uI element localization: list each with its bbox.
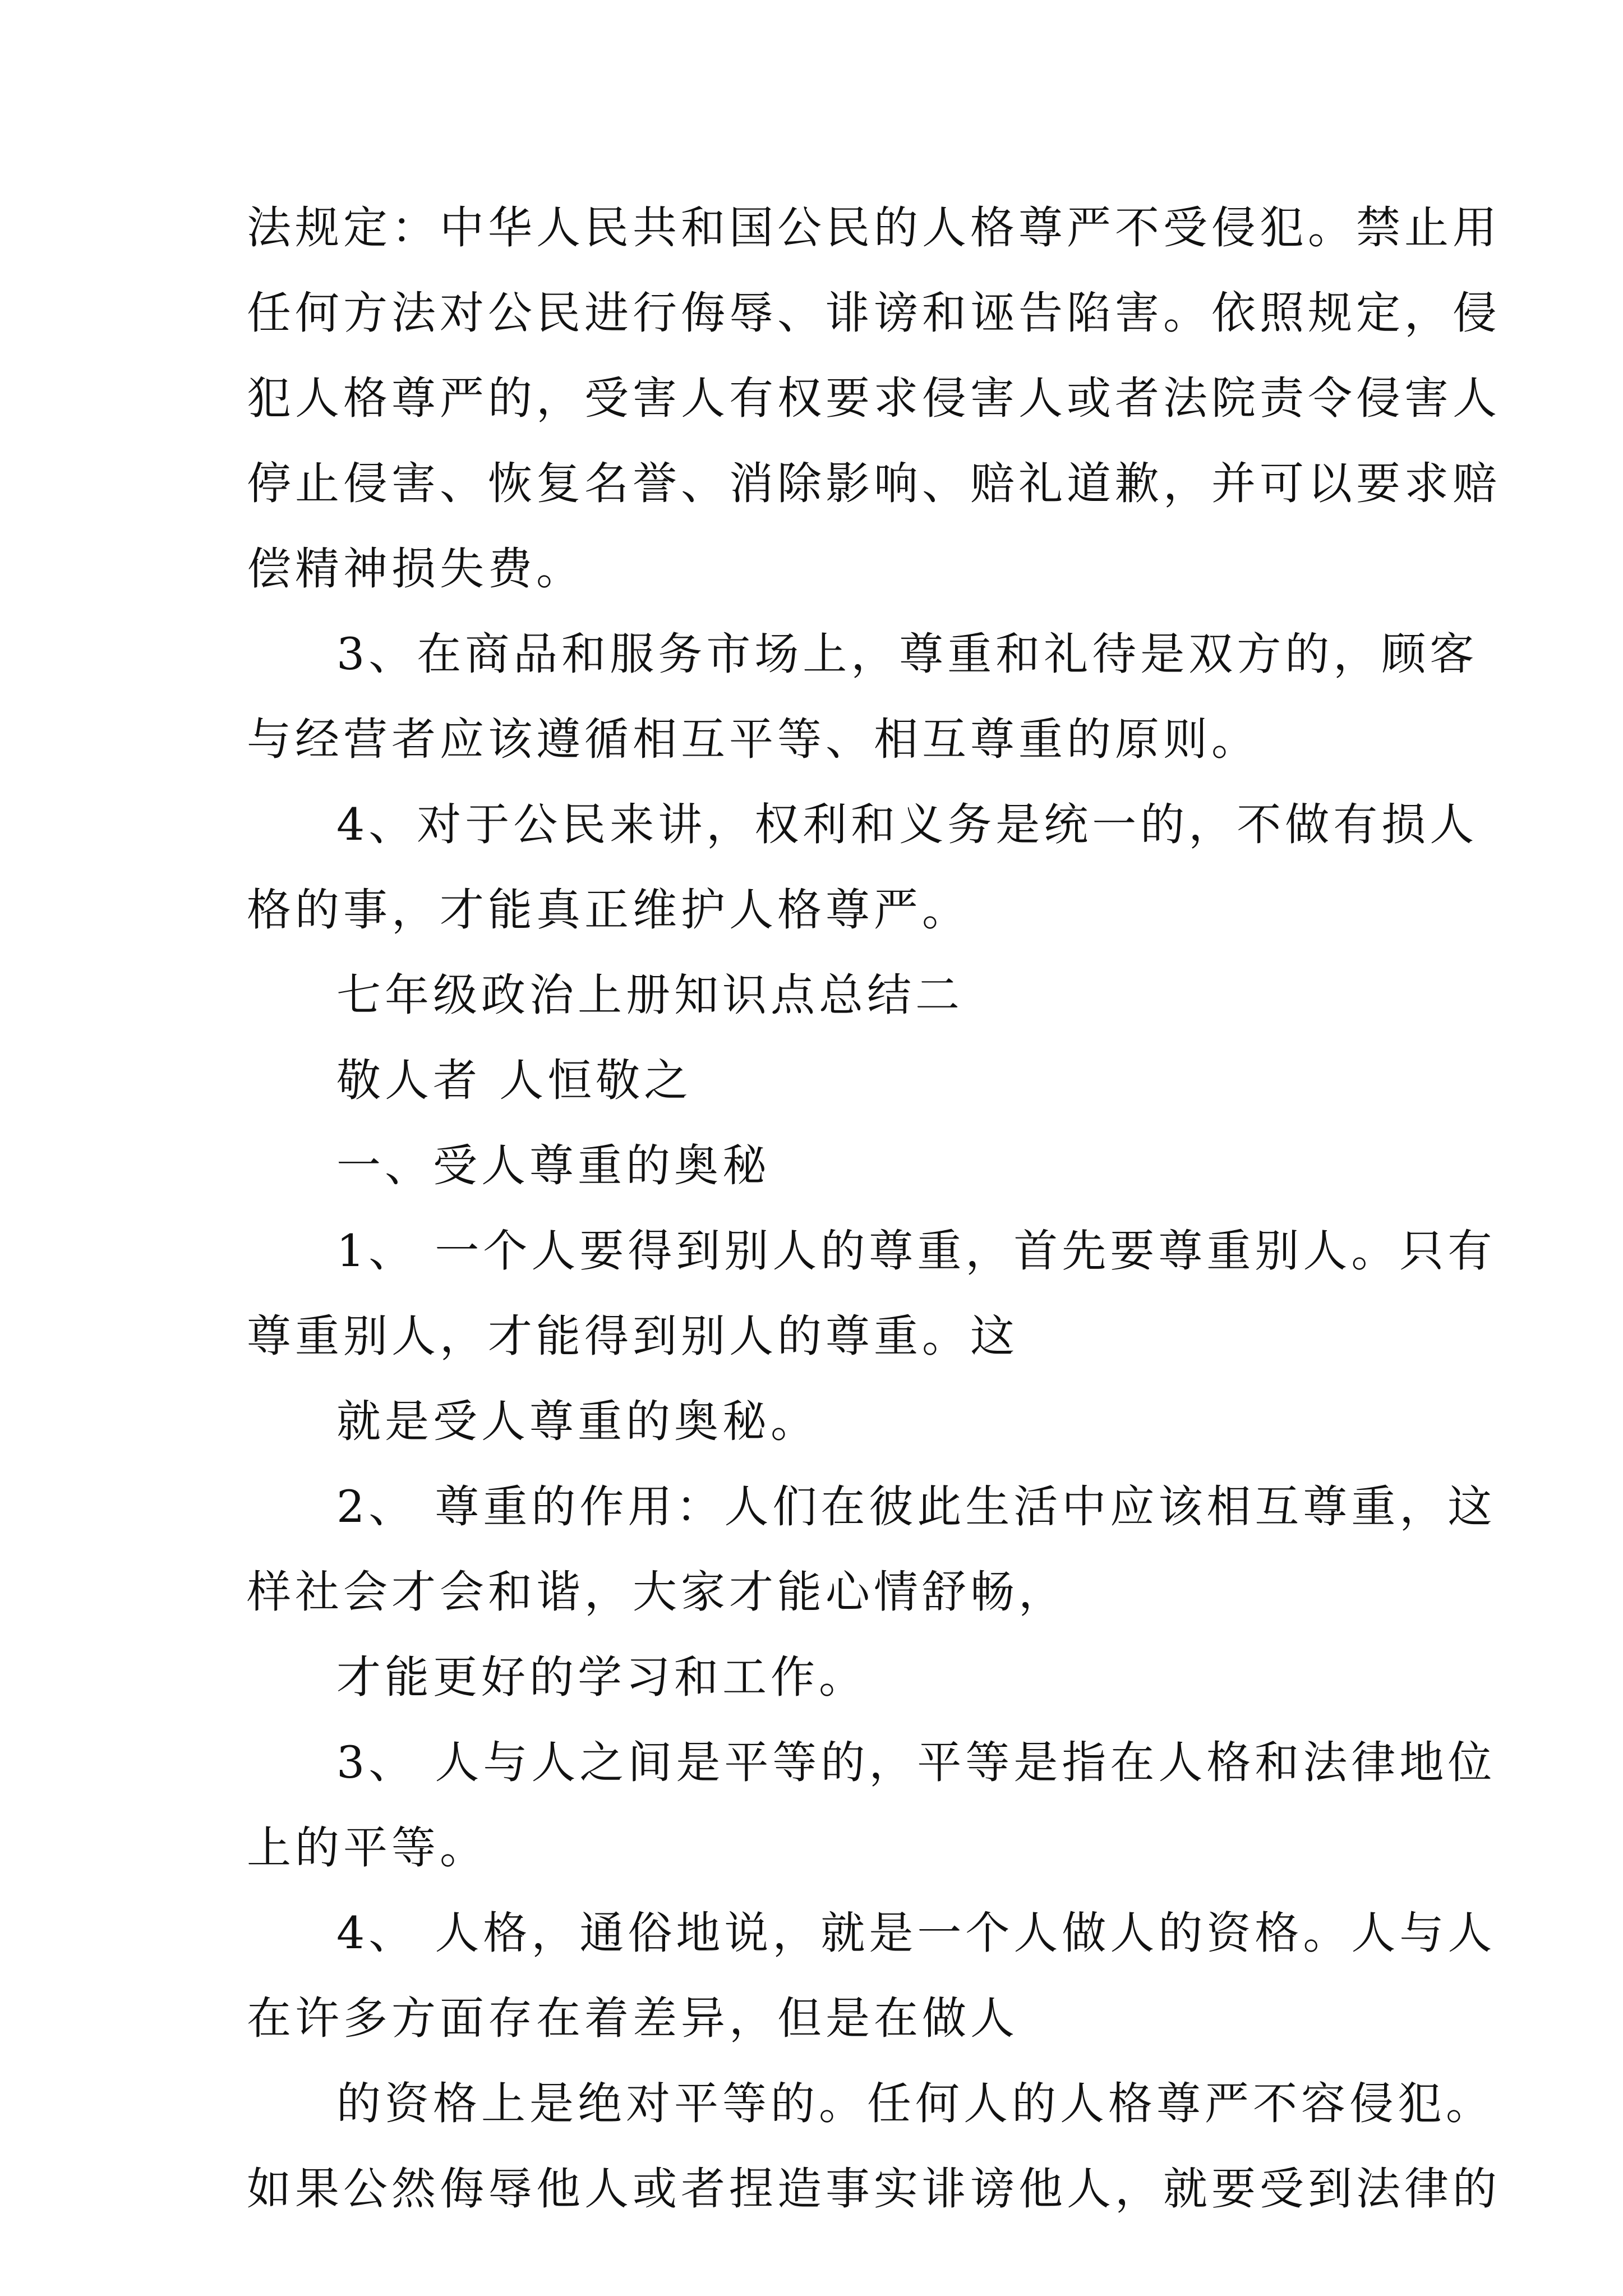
text-line-3: 犯人格尊严的，受害人有权要求侵害人或者法院责令侵害人 — [247, 372, 1501, 424]
text-line-24: 如果公然侮辱他人或者捏造事实诽谤他人，就要受到法律的 — [247, 2163, 1501, 2215]
text-line-21: 4、 人格，通俗地说，就是一个人做人的资格。人与人 — [336, 1907, 1496, 1959]
text-line-1: 法规定：中华人民共和国公民的人格尊严不受侵犯。禁止用 — [247, 202, 1501, 254]
text-line-5: 偿精神损失费。 — [247, 543, 584, 595]
text-line-7: 与经营者应该遵循相互平等、相互尊重的原则。 — [247, 714, 1260, 765]
text-line-19: 3、 人与人之间是平等的，平等是指在人格和法律地位 — [336, 1737, 1496, 1788]
section-heading: 七年级政治上册知识点总结二 — [336, 969, 963, 1021]
text-line-6: 3、在商品和服务市场上，尊重和礼待是双方的，顾客 — [336, 628, 1478, 680]
text-line-8: 4、对于公民来讲，权利和义务是统一的，不做有损人 — [336, 799, 1478, 850]
text-line-15: 就是受人尊重的奥秘。 — [336, 1396, 819, 1447]
text-line-23: 的资格上是绝对平等的。任何人的人格尊严不容侵犯。 — [336, 2078, 1494, 2129]
text-line-4: 停止侵害、恢复名誉、消除影响、赔礼道歉，并可以要求赔 — [247, 458, 1501, 509]
text-line-20: 上的平等。 — [247, 1822, 488, 1874]
text-line-9: 格的事，才能真正维护人格尊严。 — [247, 884, 970, 936]
text-line-14: 尊重别人，才能得到别人的尊重。这 — [247, 1310, 1018, 1362]
text-line-18: 才能更好的学习和工作。 — [336, 1651, 867, 1703]
text-line-13: 1、 一个人要得到别人的尊重，首先要尊重别人。只有 — [336, 1225, 1496, 1277]
text-line-16: 2、 尊重的作用：人们在彼此生活中应该相互尊重，这 — [336, 1481, 1496, 1533]
chapter-title: 敬人者 人恒敬之 — [336, 1055, 693, 1106]
subsection-title: 一、受人尊重的奥秘 — [336, 1140, 771, 1191]
document-body — [247, 185, 1501, 2231]
text-line-22: 在许多方面存在着差异，但是在做人 — [247, 1993, 1018, 2044]
text-line-2: 任何方法对公民进行侮辱、诽谤和诬告陷害。依照规定，侵 — [247, 287, 1501, 339]
text-line-17: 样社会才会和谐，大家才能心情舒畅， — [247, 1566, 1067, 1618]
